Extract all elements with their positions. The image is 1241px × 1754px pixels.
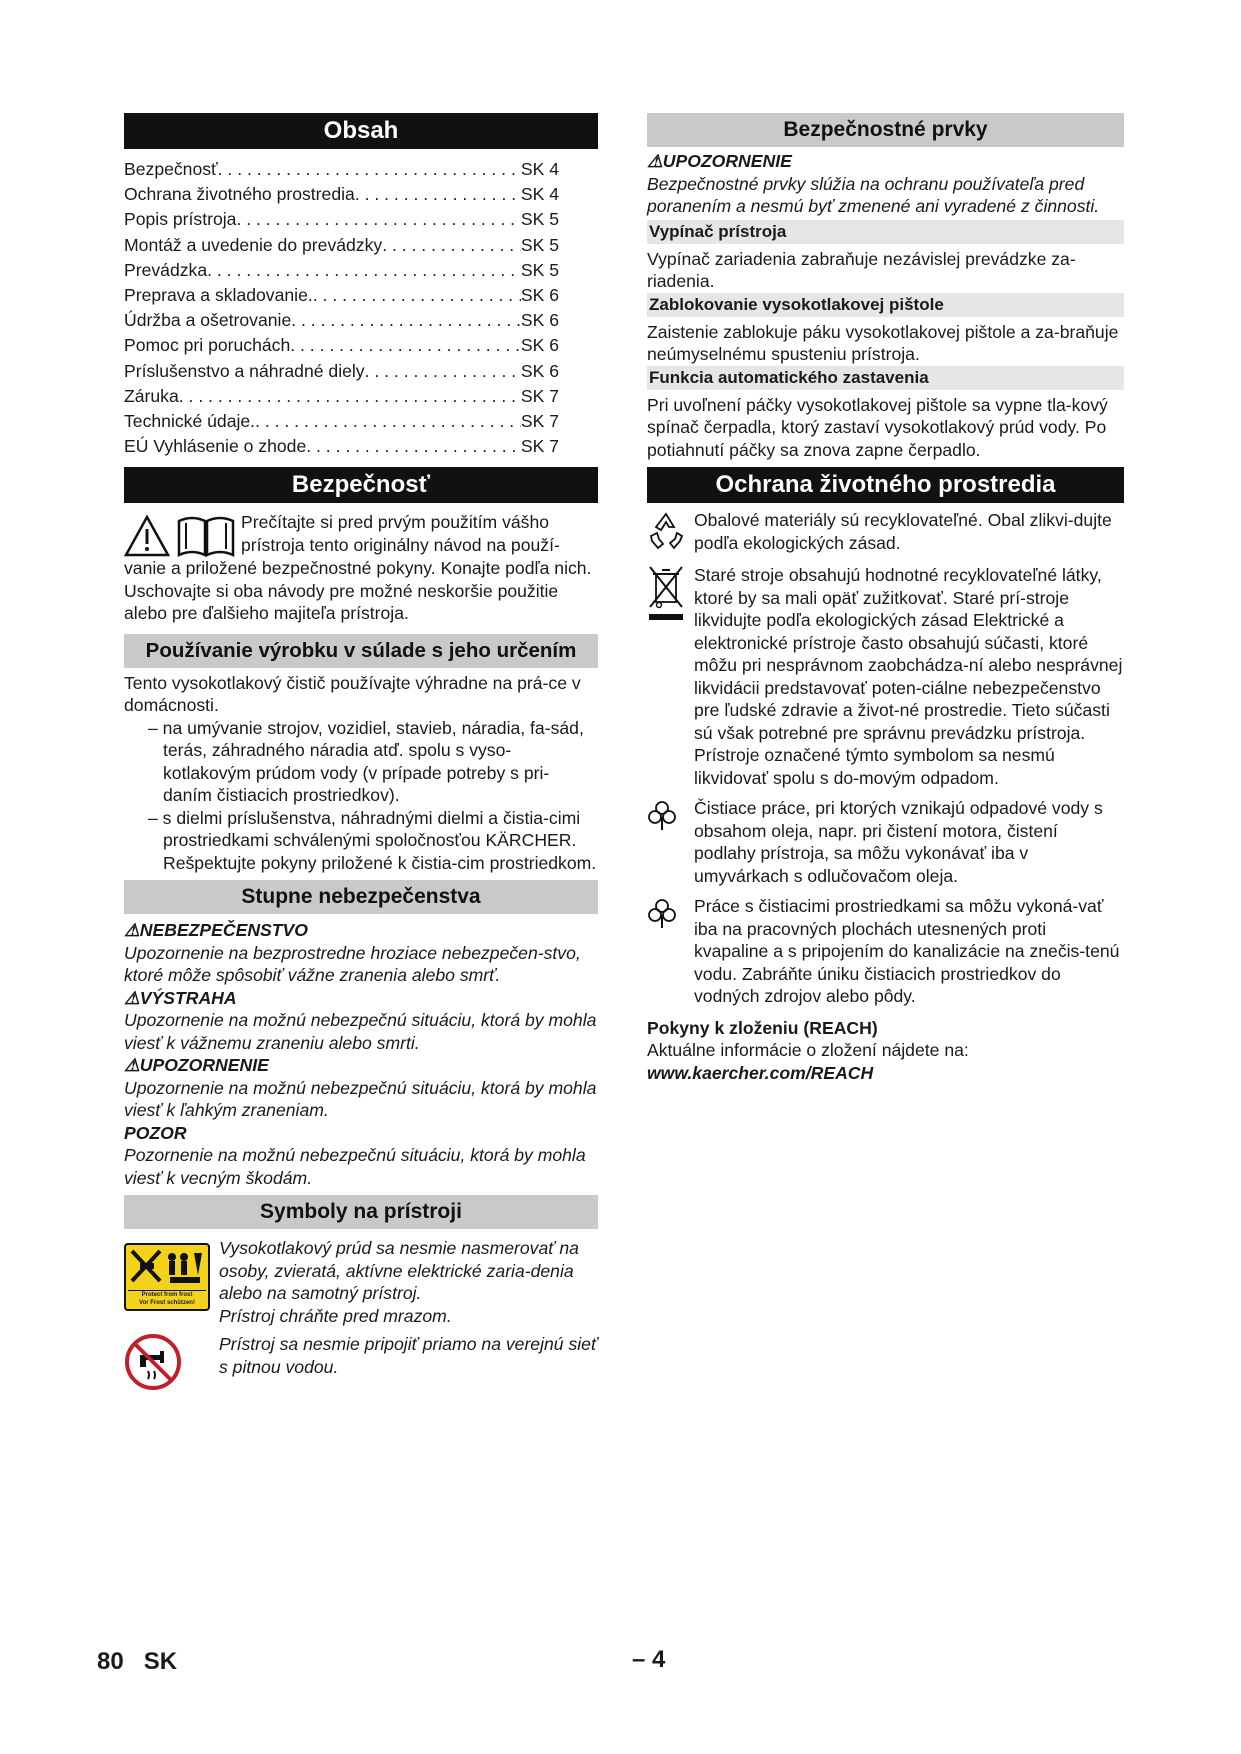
toc-entry[interactable]: [124, 434, 559, 459]
toc-entry-label: Pomoc pri poruchách: [124, 335, 291, 356]
page-footer-left: [97, 1648, 177, 1676]
toc-entry-page: SK 5: [520, 234, 559, 255]
toc-title: Obsah: [124, 113, 598, 149]
crossed-bin-icon: [647, 564, 685, 622]
toc-leader-dots: [382, 233, 521, 258]
danger-text: Upozornenie na bezprostredne hroziace nebezpečen-stvo, ktoré môže spôsobiť vážne zranenia alebo smrť.: [124, 942, 581, 986]
toc-leader-dots: [290, 333, 521, 358]
switch-title: Vypínač prístroja: [647, 220, 1124, 244]
toc-entry[interactable]: [124, 333, 559, 358]
environment-icon: [647, 799, 677, 831]
toc-entry-label: Preprava a skladovanie.: [124, 284, 313, 305]
read-manual-icon: [176, 515, 236, 557]
safety-intro: [124, 511, 598, 557]
no-spray-frost-label-icon: Protect from frost Vor Frost schützen!: [124, 1243, 210, 1311]
toc-leader-dots: [355, 182, 521, 207]
toc-leader-dots: [291, 308, 521, 333]
warning-label: ⚠VÝSTRAHA: [124, 987, 237, 1008]
toc-entry-page: SK 7: [520, 410, 559, 431]
intended-use-item-1: – na umývanie strojov, vozidiel, stavieb, náradia, fa-sád, terás, záhradného náradia atď. spolu s vyso-kotlakovým prúdom vody (v prípade potreby s pri-daním čistiacich prostriedkov).: [148, 717, 584, 806]
safety-intro-rest: vanie a priložené bezpečnostné pokyny. Konajte podľa nich. Uschovajte si oba návody pre možné neskoršie použitie alebo pre ďalšieho majiteľa prístroja.: [124, 558, 592, 624]
symbol-row-2: [124, 1333, 598, 1396]
gun-lock-title: Zablokovanie vysokotlakovej pištole: [647, 293, 1124, 317]
warning-small-icon: ⚠: [124, 1055, 140, 1076]
warning-triangle-icon: [124, 515, 170, 557]
toc-leader-dots: [306, 434, 521, 459]
env-weee-text: Staré stroje obsahujú hodnotné recyklovateľné látky, ktoré by sa mali opäť zužitkovať. Staré prí-stroje likvidujte podľa ekologických zásad Elektrické a elektronické prístroje často obsahujú súčasti, ktoré môžu pri nesprávnom zaobchádza-ní alebo nesprávnej likvidácii predstavovať poten-ciálne nebezpečenstvo pre ľudské zdravie a život-né prostredie. Tieto súčasti sú však potrebné pre správnu prevádzku prístroja. Prístroje označené týmto symbolom sa nesmú likvidovať spolu s do-movým odpadom.: [694, 565, 1123, 788]
toc-entry[interactable]: [124, 384, 559, 409]
toc-entry[interactable]: [124, 308, 559, 333]
symbol-1-text: Vysokotlakový prúd sa nesmie nasmerovať na osoby, zvieratá, aktívne elektrické zaria-denia alebo na samotný prístroj.: [219, 1238, 579, 1304]
warning-small-icon: ⚠: [124, 920, 140, 941]
symbol-row-1: [124, 1237, 598, 1327]
toc-entry-label: Záruka: [124, 385, 179, 406]
safety-intro-lead: Prečítajte si pred prvým použitím vášho prístroja tento originálny návod na použí-: [241, 512, 560, 555]
toc-entry[interactable]: [124, 233, 559, 258]
recycling-icon: [647, 511, 685, 551]
env-weee-row: [647, 564, 1124, 789]
toc-entry-label: Technické údaje.: [124, 410, 256, 431]
environment-icon: [647, 897, 677, 929]
toc-entry-label: Prevádzka: [124, 259, 208, 280]
reach-title: Pokyny k zloženiu (REACH): [647, 1017, 878, 1038]
right-column: [647, 113, 1124, 1084]
toc-leader-dots: [218, 157, 521, 182]
warning-small-icon: ⚠: [647, 151, 663, 171]
toc-entry-label: Príslušenstvo a náhradné diely: [124, 360, 365, 381]
warning-small-icon: ⚠: [124, 987, 140, 1008]
toc-entry[interactable]: [124, 359, 559, 384]
left-column: [124, 113, 598, 1396]
intended-use-text: Tento vysokotlakový čistič používajte výhradne na prá-ce v domácnosti.: [124, 672, 581, 716]
environment-title: Ochrana životného prostredia: [647, 467, 1124, 503]
no-drinking-water-connection-icon: [124, 1333, 182, 1391]
toc-entry-page: SK 6: [520, 360, 559, 381]
env-recycle-text: Obalové materiály sú recyklovateľné. Obal zlikvi-dujte podľa ekologických zásad.: [694, 510, 1112, 553]
toc-leader-dots: [236, 207, 520, 232]
toc-leader-dots: [207, 258, 521, 283]
attention-label: POZOR: [124, 1122, 187, 1143]
safety-devices-caution-label: ⚠UPOZORNENIE: [647, 151, 792, 171]
reach-link[interactable]: www.kaercher.com/REACH: [647, 1062, 874, 1083]
env-oil-row: [647, 797, 1124, 887]
toc-entry-label: Údržba a ošetrovanie: [124, 310, 292, 331]
toc-entry[interactable]: [124, 283, 559, 308]
gun-lock-text: Zaistenie zablokuje páku vysokotlakovej pištole a za-braňuje neúmyselnému spusteniu prístroja.: [647, 321, 1119, 364]
env-recycle-row: [647, 509, 1124, 556]
page-footer-center: – 4: [632, 1646, 666, 1673]
danger-label: ⚠NEBEZPEČENSTVO: [124, 920, 308, 941]
env-detergent-text: Práce s čistiacimi prostriedkami sa môžu vykoná-vať iba na pracovných plochách utesnených proti kvapaline a s pripojením do kanalizácie na znečis-tenú vodu. Zabráňte úniku čistiacich prostriedkov do vodných zdrojov alebo pôdy.: [694, 896, 1120, 1006]
toc-entry-page: SK 5: [520, 259, 559, 280]
toc-entry-label: Bezpečnosť: [124, 159, 218, 179]
symbols-title: Symboly na prístroji: [124, 1195, 598, 1229]
env-detergent-row: [647, 895, 1124, 1008]
safety-title: Bezpečnosť: [124, 467, 598, 503]
toc-entry-page: SK 6: [520, 284, 559, 305]
toc-entry[interactable]: [124, 157, 559, 182]
switch-text: Vypínač zariadenia zabraňuje nezávislej prevádzke za-riadenia.: [647, 248, 1076, 291]
caution-text: Upozornenie na možnú nebezpečnú situáciu, ktorá by mohla viesť k ľahkým zraneniam.: [124, 1077, 597, 1121]
toc-entry-page: SK 4: [520, 159, 559, 179]
symbol-2-text: Prístroj sa nesmie pripojiť priamo na verejnú sieť s pitnou vodou.: [219, 1334, 598, 1377]
page-number: 80: [97, 1648, 124, 1675]
toc-entry-label: Popis prístroja: [124, 209, 237, 230]
hazard-levels-title: Stupne nebezpečenstva: [124, 880, 598, 914]
toc-entry-label: Montáž a uvedenie do prevádzky: [124, 234, 383, 255]
toc-entry-label: Ochrana životného prostredia: [124, 184, 355, 205]
safety-devices-caution-text: Bezpečnostné prvky slúžia na ochranu používateľa pred poranením a nesmú byť zmenené ani vyradené z činnosti.: [647, 173, 1100, 216]
attention-text: Pozornenie na možnú nebezpečnú situáciu, ktorá by mohla viesť k vecným škodám.: [124, 1145, 586, 1188]
warning-text: Upozornenie na možnú nebezpečnú situáciu, ktorá by mohla viesť k vážnemu zraneniu alebo smrti.: [124, 1010, 597, 1053]
toc-leader-dots: [313, 283, 521, 308]
language-code: SK: [143, 1648, 178, 1675]
intended-use-title: Používanie výrobku v súlade s jeho určením: [124, 634, 598, 668]
table-of-contents: [124, 157, 598, 459]
toc-leader-dots: [365, 359, 521, 384]
toc-entry-page: SK 4: [520, 184, 559, 205]
reach-text: Aktuálne informácie o zložení nájdete na:: [647, 1040, 969, 1060]
toc-entry[interactable]: [124, 258, 559, 283]
toc-entry-page: SK 6: [520, 310, 559, 331]
toc-entry[interactable]: [124, 207, 559, 232]
safety-devices-title: Bezpečnostné prvky: [647, 113, 1124, 147]
toc-leader-dots: [255, 409, 521, 434]
env-oil-text: Čistiace práce, pri ktorých vznikajú odpadové vody s obsahom oleja, napr. pri čistení motora, čistení podlahy prístroja, sa môžu vykonávať iba v umyvárkach s odlučovačom oleja.: [694, 798, 1103, 886]
toc-entry[interactable]: [124, 182, 559, 207]
toc-entry-page: SK 5: [520, 209, 559, 230]
toc-entry-page: SK 7: [520, 385, 559, 406]
toc-leader-dots: [179, 384, 521, 409]
symbol-1-frost: Prístroj chráňte pred mrazom.: [219, 1305, 452, 1326]
intended-use-item-2: – s dielmi príslušenstva, náhradnými dielmi a čistia-cimi prostriedkami schválenými spoločnosťou KÄRCHER. Rešpektujte pokyny priložené k čistia-cim prostriedkom.: [148, 807, 597, 873]
toc-entry-page: SK 7: [520, 436, 559, 457]
caution-label: ⚠UPOZORNENIE: [124, 1055, 269, 1076]
auto-stop-text: Pri uvoľnení páčky vysokotlakovej pištole sa vypne tla-kový spínač čerpadla, ktorý zastaví vysokotlakový prúd vody. Po potiahnutí páčky sa znova zapne čerpadlo.: [647, 394, 1108, 460]
toc-entry-page: SK 6: [520, 335, 559, 356]
toc-entry-label: EÚ Vyhlásenie o zhode: [124, 436, 307, 457]
auto-stop-title: Funkcia automatického zastavenia: [647, 366, 1124, 390]
toc-entry[interactable]: [124, 409, 559, 434]
